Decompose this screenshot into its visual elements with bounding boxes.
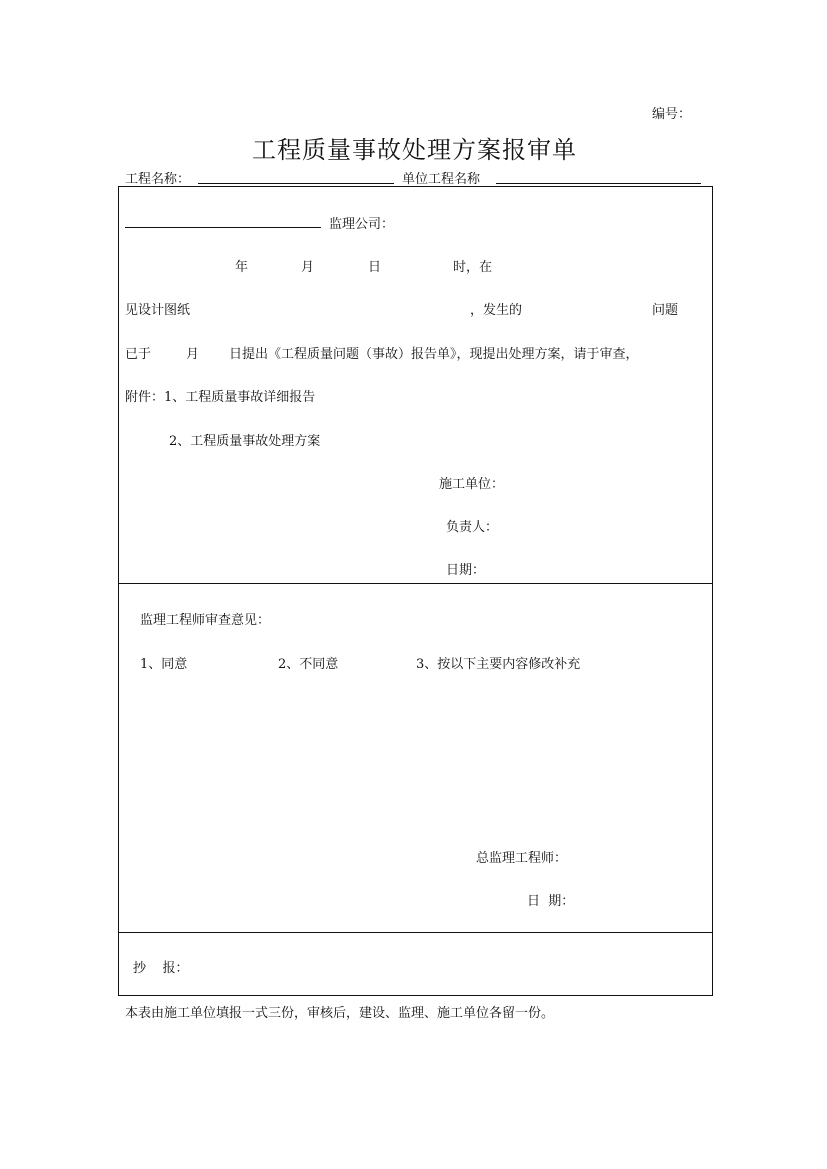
document-number-label: 编号： xyxy=(652,107,692,122)
supervision-company-name-field[interactable] xyxy=(125,227,321,228)
chief-engineer-label: 总监理工程师： xyxy=(476,851,568,866)
month2-label: 月 xyxy=(186,347,200,362)
unit-project-name-label: 单位工程名称 xyxy=(402,172,481,187)
occurred-label: ，发生的 xyxy=(470,303,523,318)
see-drawings-label: 见设计图纸 xyxy=(125,303,191,318)
supervision-company-label: 监理公司： xyxy=(329,217,395,232)
section-divider-2 xyxy=(118,932,713,933)
construction-unit-label: 施工单位： xyxy=(439,477,505,492)
option-agree: 1、同意 xyxy=(140,657,188,672)
form-table xyxy=(118,186,713,996)
review-date-label: 日 期： xyxy=(527,894,575,909)
project-name-label: 工程名称： xyxy=(125,172,191,187)
section-divider-1 xyxy=(118,583,713,584)
submitted-text: 日提出《工程质量问题（事故）报告单》，现提出处理方案，请于审查， xyxy=(229,347,639,362)
attachment-2: 2、工程质量事故处理方案 xyxy=(169,434,321,449)
already-label: 已于 xyxy=(125,347,152,362)
hour-at-label: 时，在 xyxy=(453,260,493,275)
day-label: 日 xyxy=(368,260,382,275)
unit-project-name-field[interactable] xyxy=(496,183,701,184)
option-disagree: 2、不同意 xyxy=(278,657,339,672)
year-label: 年 xyxy=(235,260,249,275)
date-label: 日期： xyxy=(446,563,486,578)
responsible-person-label: 负责人： xyxy=(446,520,499,535)
footer-note: 本表由施工单位填报一式三份，审核后，建设、监理、施工单位各留一份。 xyxy=(125,1006,555,1021)
attachment-1: 附件：1、工程质量事故详细报告 xyxy=(125,390,316,405)
copy-to-label: 抄 报： xyxy=(133,961,189,976)
review-opinion-label: 监理工程师审查意见： xyxy=(140,613,271,628)
document-title: 工程质量事故处理方案报审单 xyxy=(252,136,577,164)
month-label: 月 xyxy=(301,260,315,275)
problem-label: 问题 xyxy=(652,303,679,318)
option-revise: 3、按以下主要内容修改补充 xyxy=(416,657,581,672)
project-name-field[interactable] xyxy=(198,183,394,184)
